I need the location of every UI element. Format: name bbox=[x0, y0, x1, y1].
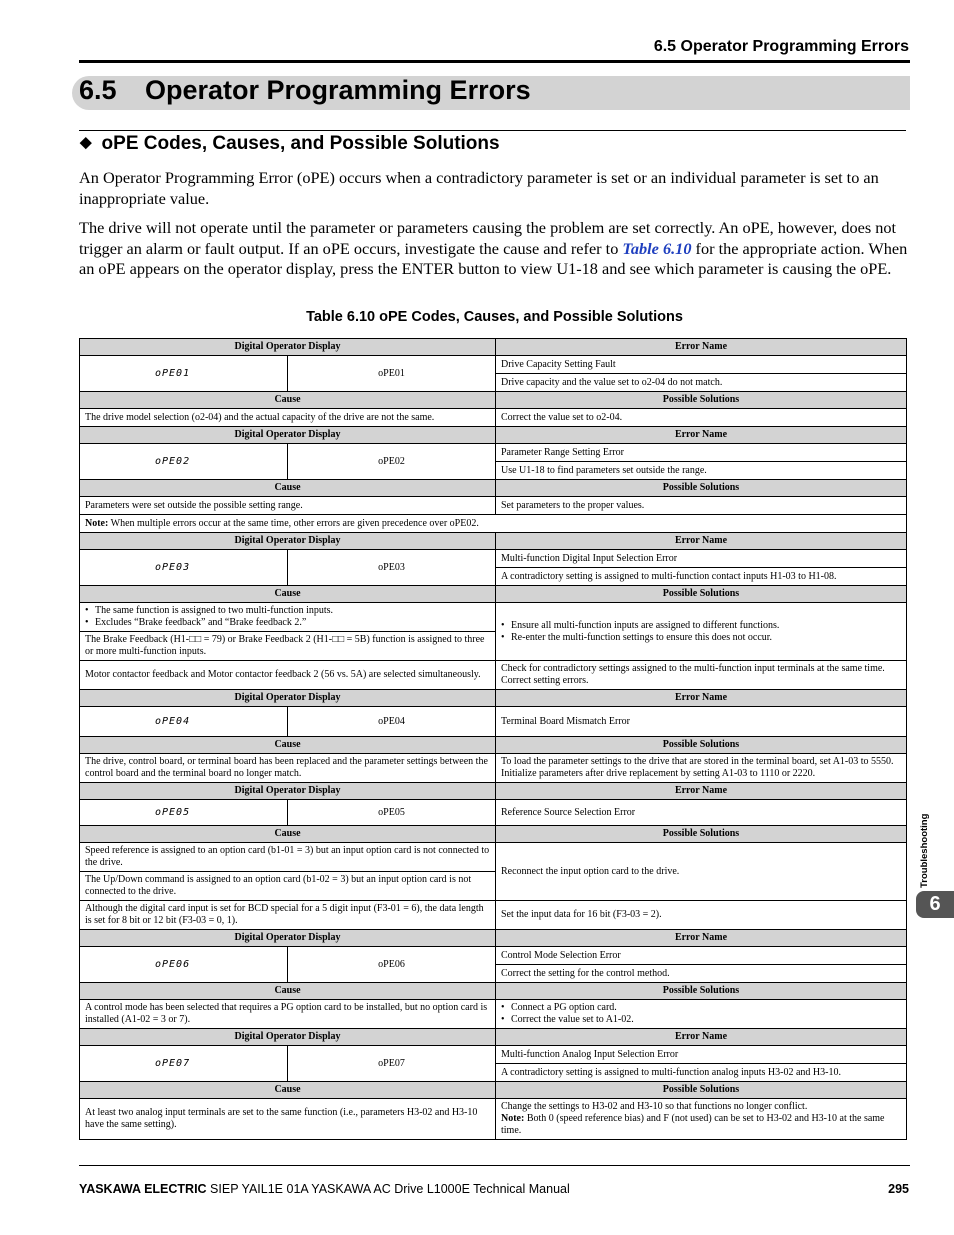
table-row bbox=[80, 515, 907, 533]
list-item: • Re-enter the multi-function settings to ensure this does not occur. bbox=[501, 632, 901, 644]
cause-cell: The Brake Feedback (H1-□□ = 79) or Brake Feedback 2 (H1-□□ = 5B) function is assigned to three or more multi-function inputs. bbox=[80, 632, 496, 661]
error-header: Error Name bbox=[496, 339, 907, 356]
table-row bbox=[80, 707, 907, 737]
error-code: oPE07 bbox=[288, 1046, 496, 1082]
display-header: Digital Operator Display bbox=[80, 783, 496, 800]
cause-header: Cause bbox=[80, 586, 496, 603]
table-row bbox=[80, 1000, 907, 1029]
solution-list bbox=[501, 1002, 901, 1026]
table-header-row bbox=[80, 392, 907, 409]
subsection-heading bbox=[80, 133, 500, 155]
table-row bbox=[80, 661, 907, 690]
cause-cell: The drive model selection (o2-04) and the actual capacity of the drive are not the same. bbox=[80, 409, 496, 427]
table-row bbox=[80, 356, 907, 374]
cause-cell: Motor contactor feedback and Motor contactor feedback 2 (56 vs. 5A) are selected simultaneously. bbox=[80, 661, 496, 690]
solution-cell: Reconnect the input option card to the drive. bbox=[496, 843, 907, 901]
error-code: oPE03 bbox=[288, 550, 496, 586]
table-row bbox=[80, 754, 907, 783]
error-name: Multi-function Analog Input Selection Error bbox=[496, 1046, 907, 1064]
table-row bbox=[80, 603, 907, 632]
cause-header: Cause bbox=[80, 983, 496, 1000]
solution-header: Possible Solutions bbox=[496, 737, 907, 754]
solution-cell: To load the parameter settings to the drive that are stored in the terminal board, set A1-03 to 5550. Initialize parameters after drive replacement by setting A1-03 to 1110 or 2220. bbox=[496, 754, 907, 783]
error-detail: A contradictory setting is assigned to multi-function analog inputs H3-02 and H3-10. bbox=[496, 1064, 907, 1082]
error-code: oPE04 bbox=[288, 707, 496, 737]
error-code: oPE05 bbox=[288, 800, 496, 826]
table-row bbox=[80, 843, 907, 872]
table-row bbox=[80, 901, 907, 930]
error-header: Error Name bbox=[496, 930, 907, 947]
list-item: • Connect a PG option card. bbox=[501, 1002, 901, 1014]
table-reference-link[interactable]: Table 6.10 bbox=[622, 238, 692, 258]
footer-brand: YASKAWA ELECTRIC bbox=[79, 1182, 207, 1196]
note-text: Both 0 (speed reference bias) and F (not used) can be set to H3-02 and H3-10 at the same time. bbox=[501, 1113, 885, 1136]
solution-cell bbox=[496, 603, 907, 661]
table-row bbox=[80, 550, 907, 568]
cause-header: Cause bbox=[80, 392, 496, 409]
error-code: oPE02 bbox=[288, 444, 496, 480]
solution-header: Possible Solutions bbox=[496, 1082, 907, 1099]
footer bbox=[79, 1182, 570, 1196]
cause-header: Cause bbox=[80, 826, 496, 843]
table-row bbox=[80, 800, 907, 826]
footer-rule bbox=[79, 1165, 910, 1166]
ope-codes-table bbox=[79, 338, 907, 1140]
solution-text: Change the settings to H3-02 and H3-10 so that functions no longer conflict. bbox=[501, 1101, 808, 1112]
note-cell bbox=[80, 515, 907, 533]
cause-header: Cause bbox=[80, 1082, 496, 1099]
solution-cell: Set the input data for 16 bit (F3-03 = 2). bbox=[496, 901, 907, 930]
note-label: Note: bbox=[85, 517, 109, 529]
solution-header: Possible Solutions bbox=[496, 983, 907, 1000]
solution-header: Possible Solutions bbox=[496, 480, 907, 497]
solution-header: Possible Solutions bbox=[496, 392, 907, 409]
table-header-row bbox=[80, 480, 907, 497]
display-header: Digital Operator Display bbox=[80, 690, 496, 707]
paragraph-text: The drive will not operate until the parameter or parameters causing the problem are set correctly. An oPE, however, does not trigger an alarm or fault output. If an oPE occurs, investigate the cause and refer to bbox=[79, 218, 897, 258]
section-title-text: Operator Programming Errors bbox=[145, 75, 531, 105]
display-header: Digital Operator Display bbox=[80, 1029, 496, 1046]
table-header-row bbox=[80, 737, 907, 754]
table-header-row bbox=[80, 690, 907, 707]
error-header: Error Name bbox=[496, 533, 907, 550]
solution-cell: Check for contradictory settings assigned to the multi-function input terminals at the same time. Correct setting errors. bbox=[496, 661, 907, 690]
cause-cell: Although the digital card input is set for BCD special for a 5 digit input (F3-01 = 6), the data length is set for 8 bit or 12 bit (F3-03 = 0, 1). bbox=[80, 901, 496, 930]
operator-display-glyph: oPE01 bbox=[80, 356, 288, 392]
table-caption: Table 6.10 oPE Codes, Causes, and Possible Solutions bbox=[306, 309, 683, 325]
error-detail: Correct the setting for the control method. bbox=[496, 965, 907, 983]
list-item: • The same function is assigned to two multi-function inputs. bbox=[85, 605, 490, 617]
solution-cell: Set parameters to the proper values. bbox=[496, 497, 907, 515]
error-name: Terminal Board Mismatch Error bbox=[496, 707, 907, 737]
table-row bbox=[80, 444, 907, 462]
table-row bbox=[80, 497, 907, 515]
operator-display-glyph: oPE03 bbox=[80, 550, 288, 586]
solution-header: Possible Solutions bbox=[496, 826, 907, 843]
list-item: • Correct the value set to A1-02. bbox=[501, 1014, 901, 1026]
cause-list bbox=[85, 605, 490, 629]
error-header: Error Name bbox=[496, 1029, 907, 1046]
cause-header: Cause bbox=[80, 737, 496, 754]
subsection-title: oPE Codes, Causes, and Possible Solutions bbox=[101, 133, 500, 154]
section-title bbox=[79, 75, 531, 106]
diamond-bullet-icon: ◆ bbox=[80, 134, 92, 151]
table-header-row bbox=[80, 783, 907, 800]
solution-cell: Correct the value set to o2-04. bbox=[496, 409, 907, 427]
note-label: Note: bbox=[501, 1113, 525, 1124]
display-header: Digital Operator Display bbox=[80, 533, 496, 550]
solution-header: Possible Solutions bbox=[496, 586, 907, 603]
note-text: When multiple errors occur at the same time, other errors are given precedence over oPE02. bbox=[108, 517, 479, 529]
table-row bbox=[80, 947, 907, 965]
operator-display-glyph: oPE06 bbox=[80, 947, 288, 983]
page-number: 295 bbox=[888, 1182, 909, 1196]
table-header-row bbox=[80, 983, 907, 1000]
running-header: 6.5 Operator Programming Errors bbox=[653, 38, 909, 55]
operator-display-glyph: oPE07 bbox=[80, 1046, 288, 1082]
table-row bbox=[80, 409, 907, 427]
cause-cell bbox=[80, 603, 496, 632]
error-code: oPE01 bbox=[288, 356, 496, 392]
error-detail: A contradictory setting is assigned to multi-function contact inputs H1-03 to H1-08. bbox=[496, 568, 907, 586]
error-name: Drive Capacity Setting Fault bbox=[496, 356, 907, 374]
error-header: Error Name bbox=[496, 690, 907, 707]
table-header-row bbox=[80, 339, 907, 356]
table-header-row bbox=[80, 930, 907, 947]
error-detail: Drive capacity and the value set to o2-04 do not match. bbox=[496, 374, 907, 392]
cause-cell: The drive, control board, or terminal board has been replaced and the parameter settings between the control board and the terminal board no longer match. bbox=[80, 754, 496, 783]
cause-cell: Parameters were set outside the possible setting range. bbox=[80, 497, 496, 515]
cause-cell: At least two analog input terminals are set to the same function (i.e., parameters H3-02 and H3-10 have the same setting). bbox=[80, 1099, 496, 1140]
cause-cell: The Up/Down command is assigned to an option card (b1-02 = 3) but an input option card is not connected to the drive. bbox=[80, 872, 496, 901]
error-detail: Use U1-18 to find parameters set outside the range. bbox=[496, 462, 907, 480]
paragraph-text: for the appropriate action. When an oPE appears on the operator display, press the ENTER button to view U1-18 and see which parameter is causing the oPE. bbox=[79, 238, 908, 278]
cause-header: Cause bbox=[80, 480, 496, 497]
display-header: Digital Operator Display bbox=[80, 930, 496, 947]
table-header-row bbox=[80, 427, 907, 444]
table-header-row bbox=[80, 1082, 907, 1099]
error-name: Parameter Range Setting Error bbox=[496, 444, 907, 462]
table-header-row bbox=[80, 586, 907, 603]
intro-paragraph: An Operator Programming Error (oPE) occurs when a contradictory parameter is set or an individual parameter is set to an inappropriate value. bbox=[79, 168, 879, 208]
subsection-rule bbox=[79, 130, 906, 131]
operator-display-glyph: oPE04 bbox=[80, 707, 288, 737]
footer-manual: SIEP YAIL1E 01A YASKAWA AC Drive L1000E Technical Manual bbox=[206, 1182, 570, 1196]
display-header: Digital Operator Display bbox=[80, 339, 496, 356]
list-item: • Ensure all multi-function inputs are assigned to different functions. bbox=[501, 620, 901, 632]
solution-list bbox=[501, 620, 901, 644]
table-header-row bbox=[80, 826, 907, 843]
error-name: Reference Source Selection Error bbox=[496, 800, 907, 826]
list-item: • Excludes “Brake feedback” and “Brake feedback 2.” bbox=[85, 617, 490, 629]
header-rule bbox=[79, 60, 910, 63]
operator-display-glyph: oPE05 bbox=[80, 800, 288, 826]
table-header-row bbox=[80, 1029, 907, 1046]
chapter-tab-label: Troubleshooting bbox=[919, 813, 930, 888]
solution-cell bbox=[496, 1099, 907, 1140]
instruction-paragraph bbox=[79, 218, 910, 280]
cause-cell: Speed reference is assigned to an option card (b1-01 = 3) but an input option card is not connected to the drive. bbox=[80, 843, 496, 872]
solution-cell bbox=[496, 1000, 907, 1029]
error-code: oPE06 bbox=[288, 947, 496, 983]
table-row bbox=[80, 1046, 907, 1064]
error-header: Error Name bbox=[496, 427, 907, 444]
operator-display-glyph: oPE02 bbox=[80, 444, 288, 480]
section-number: 6.5 bbox=[79, 75, 117, 105]
cause-cell: A control mode has been selected that requires a PG option card to be installed, but no option card is installed (A1-02 = 3 or 7). bbox=[80, 1000, 496, 1029]
error-name: Control Mode Selection Error bbox=[496, 947, 907, 965]
display-header: Digital Operator Display bbox=[80, 427, 496, 444]
error-header: Error Name bbox=[496, 783, 907, 800]
error-name: Multi-function Digital Input Selection Error bbox=[496, 550, 907, 568]
table-header-row bbox=[80, 533, 907, 550]
table-row bbox=[80, 1099, 907, 1140]
chapter-tab[interactable]: 6 bbox=[916, 891, 954, 918]
